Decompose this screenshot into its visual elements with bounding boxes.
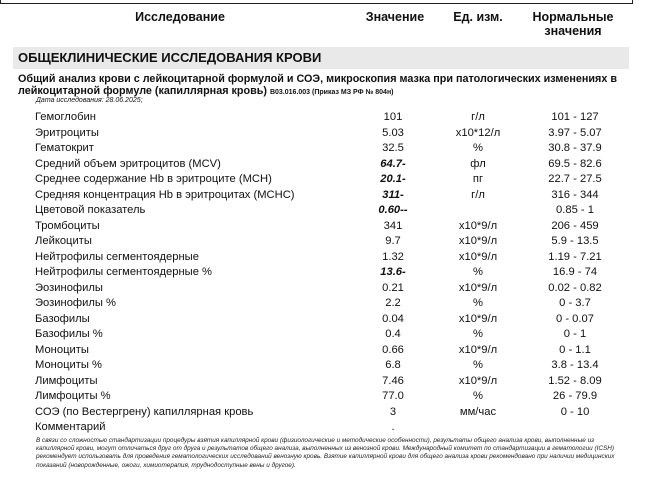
test-code: B03.016.003 (Приказ МЗ РФ № 804н) — [269, 89, 394, 96]
table-row — [0, 157, 655, 173]
row-name: Эозинофилы % — [35, 297, 116, 309]
row-unit: x10*9/л — [458, 250, 498, 263]
row-unit: x10*12/л — [455, 126, 501, 139]
row-unit: % — [473, 142, 483, 154]
row-range: 30.8 - 37.9 — [548, 142, 602, 154]
row-value: 9.7 — [385, 235, 401, 247]
row-value: 6.8 — [385, 359, 401, 371]
row-name: Тромбоциты — [35, 219, 100, 232]
table-row — [0, 358, 655, 374]
row-value: 0.66 — [382, 343, 404, 356]
row-range: 3.8 - 13.4 — [551, 359, 599, 371]
row-value: 311- — [382, 188, 404, 201]
row-value: 2.2 — [385, 297, 401, 309]
row-unit: г/л — [471, 188, 485, 201]
row-value: 0.04 — [382, 312, 404, 325]
row-value: 1.32 — [382, 250, 404, 263]
header-unit: Ед. изм. — [453, 10, 503, 24]
row-unit: фл — [470, 157, 486, 170]
row-unit: % — [473, 297, 483, 309]
row-range: 101 - 127 — [551, 111, 599, 123]
row-range: 5.9 - 13.5 — [551, 235, 599, 247]
row-name: Лимфоциты — [35, 374, 98, 387]
row-name: Базофилы — [35, 312, 90, 325]
row-unit: x10*9/л — [458, 312, 498, 325]
table-row — [0, 389, 655, 405]
row-value: 0.60-- — [378, 204, 408, 216]
header-test: Исследование — [135, 10, 225, 24]
row-name: Нейтрофилы сегментоядерные % — [35, 266, 212, 278]
row-unit: x10*9/л — [458, 374, 498, 387]
row-unit: % — [473, 266, 483, 278]
row-range: 26 - 79.9 — [552, 390, 598, 402]
row-value: 32.5 — [382, 142, 404, 154]
table-row — [0, 141, 655, 157]
row-unit: мм/час — [459, 405, 497, 418]
table-row — [0, 250, 655, 266]
header-range: Нормальные значения — [532, 10, 614, 38]
table-row — [0, 172, 655, 188]
row-range: 206 - 459 — [551, 219, 599, 232]
row-value: 341 — [383, 219, 403, 232]
row-name: Средняя концентрация Hb в эритроцитах (MCHC) — [35, 188, 295, 201]
table-row — [0, 374, 655, 390]
test-title: Общий анализ крови с лейкоцитарной формулой и СОЭ, микроскопия мазка при патологических изменениях в лейкоцитарной формуле (капиллярная кровь) — [18, 73, 617, 97]
table-row — [0, 296, 655, 312]
row-name: Нейтрофилы сегментоядерные — [35, 250, 199, 263]
row-unit: г/л — [471, 111, 485, 123]
row-range: 0 - 10 — [560, 405, 590, 418]
row-value: . — [391, 421, 395, 433]
table-row — [0, 312, 655, 328]
row-name: Эозинофилы — [35, 281, 103, 294]
row-unit: пг — [472, 173, 484, 185]
table-row — [0, 265, 655, 281]
row-range: 3.97 - 5.07 — [548, 126, 602, 139]
row-value: 13.6- — [380, 266, 406, 278]
row-range: 0 - 0.07 — [556, 312, 594, 325]
table-row — [0, 188, 655, 204]
row-range: 0 - 1 — [563, 328, 587, 340]
row-value: 77.0 — [382, 390, 404, 402]
row-unit: x10*9/л — [458, 235, 498, 247]
section-title: ОБЩЕКЛИНИЧЕСКИЕ ИССЛЕДОВАНИЯ КРОВИ — [13, 47, 629, 69]
table-row — [0, 281, 655, 297]
row-range: 69.5 - 82.6 — [548, 157, 602, 170]
row-name: Эритроциты — [35, 126, 99, 139]
row-name: СОЭ (по Вестергрену) капиллярная кровь — [35, 405, 254, 418]
footnote: В связи со сложностью стандартизации процедуры взятия капиллярной крови (физиологические и методические особенности), результаты общего анализа крови, выполненные из капиллярной крови, могут отличаться друг от друга и результатов общего анализа, выполненных из венозной крови. Международный комитет по стандартизации в гематологии (ICSH) рекомендует использовать для проведения гематологических исследований венозную кровь. Взятие капиллярной крови для общего анализа крови рекомендовано при наличии медицинских показаний (новорожденные, ожоги, химиотерапия, труднодоступные вены и другое). — [36, 437, 615, 469]
row-range: 0.85 - 1 — [556, 204, 594, 216]
row-range: 16.9 - 74 — [552, 266, 598, 278]
row-unit: % — [473, 359, 483, 371]
table-row — [0, 110, 655, 126]
row-name: Комментарий — [35, 421, 106, 433]
row-name: Гематокрит — [35, 142, 94, 154]
row-range: 0 - 3.7 — [559, 297, 591, 309]
row-name: Моноциты % — [35, 359, 102, 371]
table-row — [0, 234, 655, 250]
test-date: Дата исследования: 28.06.2025; — [36, 97, 143, 104]
row-unit: x10*9/л — [458, 219, 498, 232]
row-range: 1.19 - 7.21 — [548, 250, 602, 263]
table-row — [0, 219, 655, 235]
row-value: 3 — [389, 405, 397, 418]
row-name: Гемоглобин — [35, 111, 96, 123]
row-name: Цветовой показатель — [35, 204, 146, 216]
row-range: 0.02 - 0.82 — [548, 281, 602, 294]
table-row — [0, 420, 655, 436]
row-value: 20.1- — [380, 173, 406, 185]
row-value: 64.7- — [380, 157, 406, 170]
row-value: 101 — [383, 111, 403, 123]
row-name: Лимфоциты % — [35, 390, 111, 402]
row-name: Лейкоциты — [35, 235, 92, 247]
row-value: 5.03 — [382, 126, 404, 139]
row-unit: x10*9/л — [458, 343, 498, 356]
table-row — [0, 405, 655, 421]
row-unit: % — [473, 328, 483, 340]
row-range: 1.52 - 8.09 — [548, 374, 602, 387]
row-name: Среднее содержание Hb в эритроците (MCH) — [35, 173, 272, 185]
row-value: 0.21 — [382, 281, 404, 294]
row-value: 0.4 — [385, 328, 401, 340]
test-title-block — [18, 73, 630, 99]
top-frame-border — [0, 0, 633, 4]
table-row — [0, 327, 655, 343]
row-range: 316 - 344 — [551, 188, 599, 201]
row-unit: x10*9/л — [458, 281, 498, 294]
row-name: Базофилы % — [35, 328, 103, 340]
row-range: 0 - 1.1 — [559, 343, 591, 356]
table-row — [0, 203, 655, 219]
row-name: Средний объем эритроцитов (MCV) — [35, 157, 221, 170]
table-row — [0, 343, 655, 359]
row-name: Моноциты — [35, 343, 89, 356]
table-row — [0, 126, 655, 142]
header-value: Значение — [365, 10, 425, 24]
row-range: 22.7 - 27.5 — [548, 173, 602, 185]
row-unit: % — [473, 390, 483, 402]
row-value: 7.46 — [382, 374, 404, 387]
